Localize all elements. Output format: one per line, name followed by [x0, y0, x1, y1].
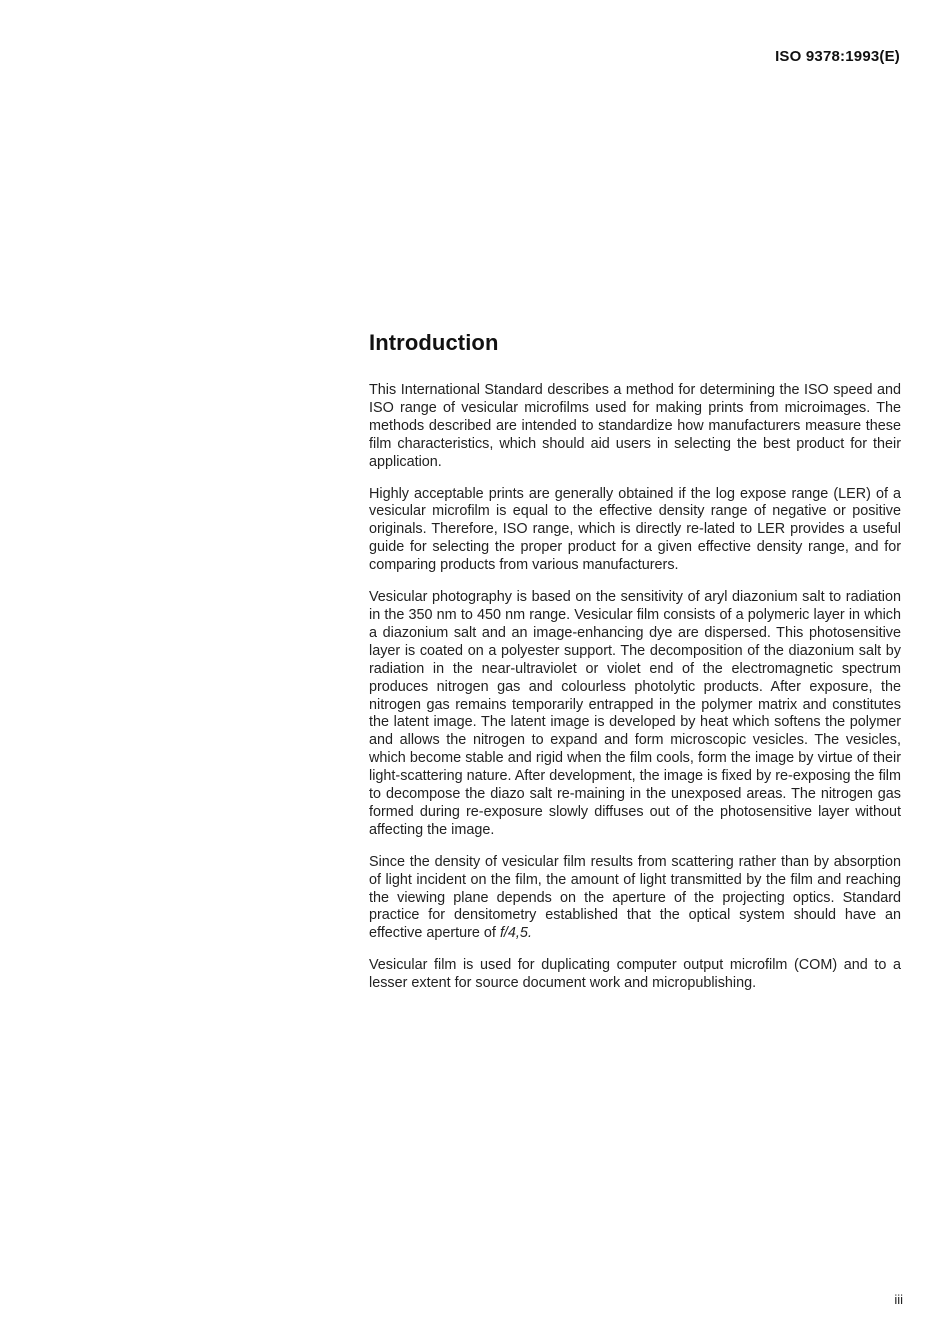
paragraph-density-text: Since the density of vesicular film results from scattering rather than by absorption of light incident on the film, the amount of light transmitted by the film and reaching the viewing plane depends on the aperture of the projecting optics. Standard practice for densitometry established that the optical system should have an effective aperture of — [369, 853, 901, 942]
paragraph-vesicular-photography: Vesicular photography is based on the sensitivity of aryl diazonium salt to radiation in the 350 nm to 450 nm range. Vesicular film consists of a polymeric layer in which a diazonium salt and an image-enhancing dye are dispersed. This photosensitive layer is coated on a polyester support. The decomposition of the diazonium salt by radiation in the near-ultraviolet or violet end of the electromagnetic spectrum produces nitrogen gas and colourless photolytic products. After exposure, the nitrogen gas remains temporarily entrapped in the polymer matrix and constitutes the latent image. The latent image is developed by heat which softens the polymer and allows the nitrogen to expand and form microscopic vesicles. The vesicles, which become stable and rigid when the film cools, form the image by virtue of their light-scattering nature. After development, the image is fixed by re-exposing the film to decompose the diazo salt re-maining in the unexposed areas. The nitrogen gas formed during re-exposure slowly diffuses out of the photosensitive layer without affecting the image. — [369, 589, 901, 838]
paragraph-scope: This International Standard describes a method for determining the ISO speed and ISO range of vesicular microfilms used for making prints from microimages. The methods described are intended to standardize how manufacturers measure these film characteristics, which should aid users in selecting the best product for their application. — [369, 382, 901, 470]
paragraph-usage: Vesicular film is used for duplicating computer output microfilm (COM) and to a lesser extent for source document work and micropublishing. — [369, 957, 901, 992]
paragraph-ler: Highly acceptable prints are generally obtained if the log expose range (LER) of a vesicular microfilm is equal to the effective density range of negative or positive originals. Therefore, ISO range, which is directly re-lated to LER provides a useful guide for selecting the proper product for a given effective density range, and for comparing products from various manufacturers. — [369, 485, 901, 574]
document-identifier: ISO 9378:1993(E) — [775, 48, 900, 65]
paragraph-density — [369, 854, 901, 944]
introduction-section — [369, 330, 901, 1007]
section-title: Introduction — [369, 330, 499, 355]
page-number: iii — [894, 1292, 903, 1307]
aperture-value: f/4,5. — [499, 925, 532, 942]
